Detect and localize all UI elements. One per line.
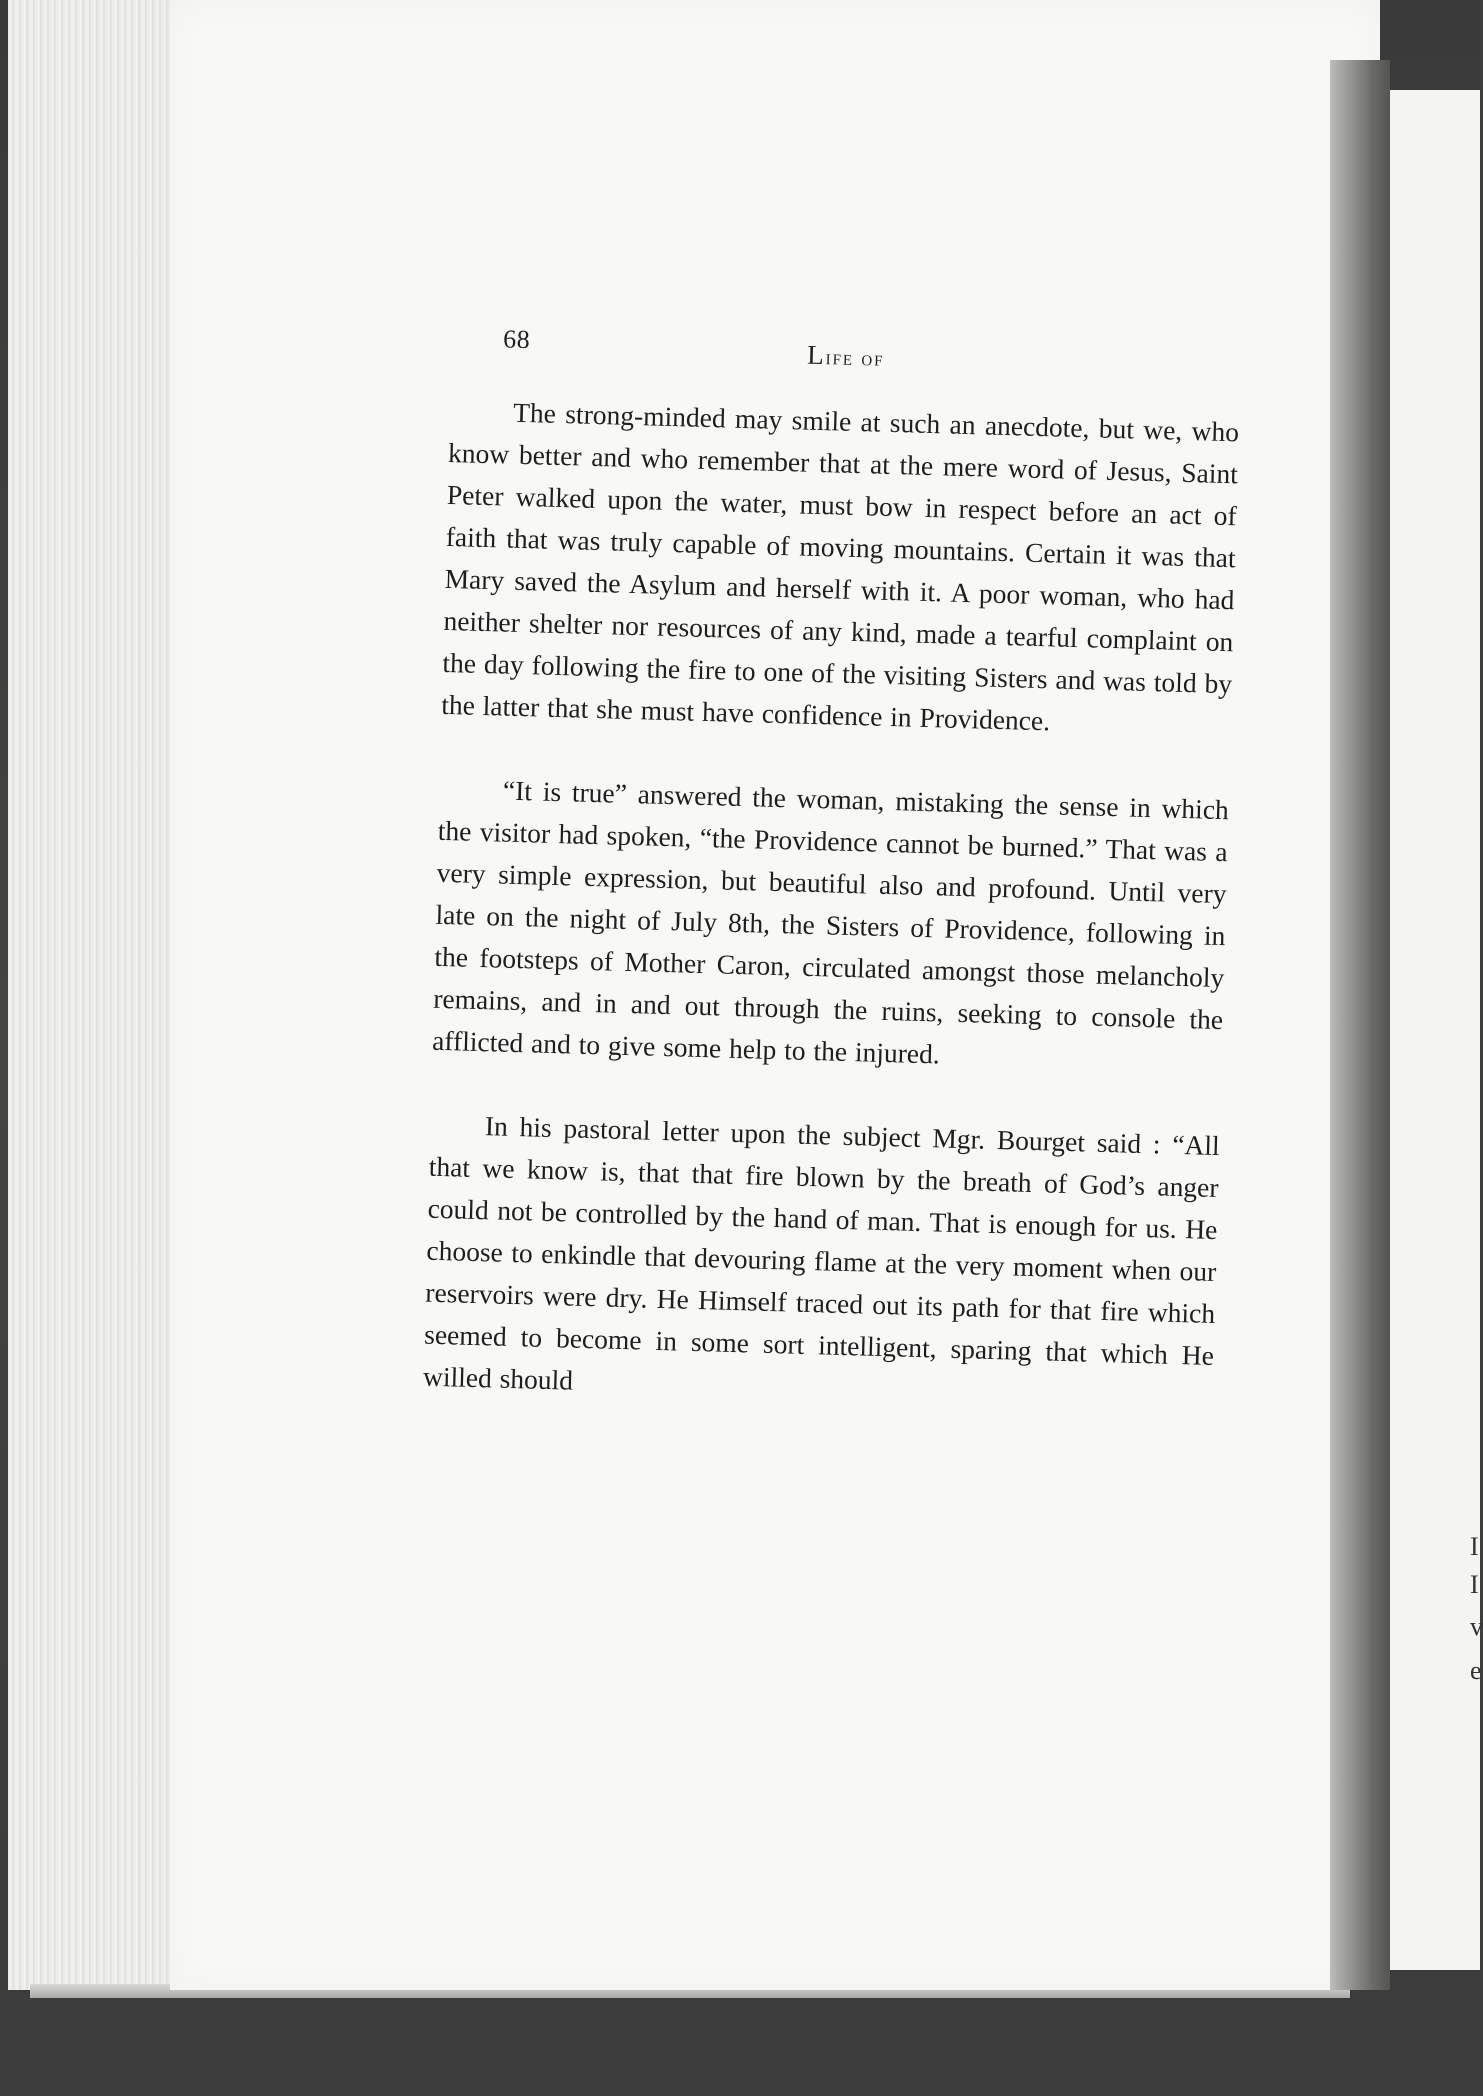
- paragraph: “It is true” answered the woman, mistaking the sense in which the visitor had spoken, “the Providence cannot be burned.” That was a very simple expression, but beautiful also and profound. Until very late on the night of July 8th, the Sisters of Providence, following in the footsteps of Mother Caron, circulated amongst those melancholy remains, and in and out through the ruins, seeking to console the afflicted and to give some help to the injured.: [431, 774, 1230, 1070]
- page-number: 68: [502, 324, 531, 355]
- facing-page-fragment: I: [1470, 1570, 1479, 1599]
- facing-page-fragment: e: [1470, 1656, 1482, 1685]
- binding-gutter-shadow: [1330, 60, 1390, 1990]
- facing-page-edge: [1390, 90, 1480, 1970]
- paragraph: In his pastoral letter upon the subject Mgr. Bourget said : “All that we know is, that that fire blown by the breath of God’s anger could not be controlled by the hand of man. That is enough for us. He choose to enkindle that devouring flame at the very moment when our reservoirs were dry. He Himself traced out its path for that fire which seemed to become in some sort intelligent, sparing that which He willed should: [422, 1110, 1221, 1396]
- scan-background: [0, 1990, 1480, 2096]
- paragraph: The strong-minded may smile at such an anecdote, but we, who know better and who remember that at the mere word of Jesus, Saint Peter walked upon the water, must bow in respect before an act of faith that was truly capable of moving mountains. Certain it was that Mary saved the Asylum and herself with it. A poor woman, who had neither shelter nor resources of any kind, made a tearful complaint on the day following the fire to one of the visiting Sisters and was told by the latter that she must have confidence in Providence.: [440, 396, 1240, 737]
- running-head: Life of: [806, 339, 885, 371]
- facing-page-fragment: I: [1470, 1532, 1479, 1561]
- facing-page-fragment: v: [1470, 1612, 1483, 1641]
- page-text-block: [423, 310, 1242, 1419]
